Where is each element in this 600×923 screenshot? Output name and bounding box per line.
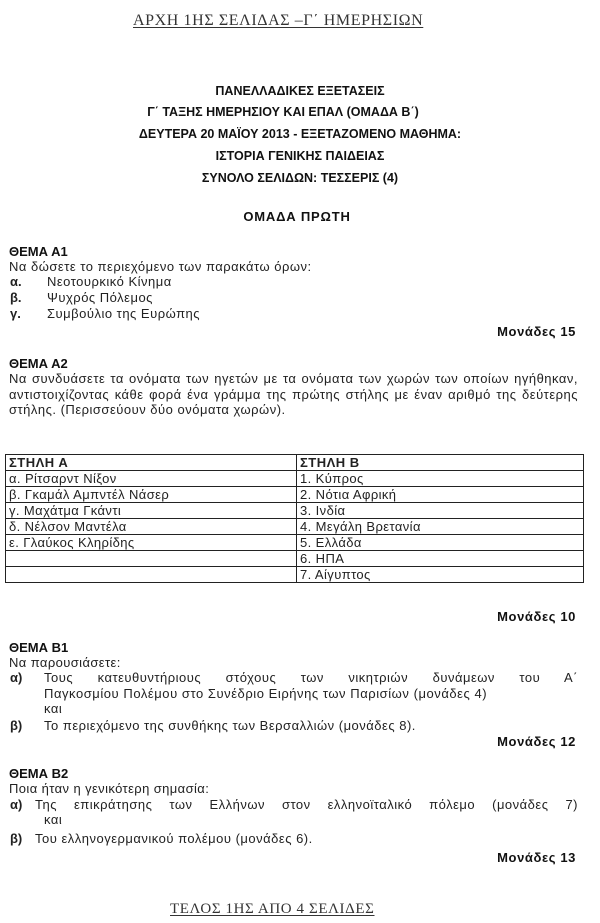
subquestion-item [10,718,578,733]
table-row [6,567,584,583]
item-text-line: Τους κατευθυντήριους στόχους των νικητριών δυνάμεων του Α΄ [44,670,578,685]
column-header-b: ΣΤΗΛΗ Β [297,455,584,471]
item-text-line: Το περιεχόμενο της συνθήκης των Βερσαλλιών (μονάδες 8). [44,718,416,733]
question-heading: ΘΕΜΑ Α1 [9,244,68,259]
item-text-line: Της επικράτησης των Ελλήνων στον ελληνοϊταλικό πόλεμο (μονάδες 7) [35,797,578,812]
country-cell: 1. Κύπρος [297,471,584,487]
points-label: Μονάδες 10 [497,609,576,624]
item-label: α. [10,274,22,289]
leader-cell: β. Γκαμάλ Αμπντέλ Νάσερ [6,487,297,503]
question-heading: ΘΕΜΑ Α2 [9,356,68,371]
item-text-line: και [44,812,63,827]
item-label: α) [10,670,23,685]
country-cell: 2. Νότια Αφρική [297,487,584,503]
item-text-line: Του ελληνογερμανικού πολέμου (μονάδες 6). [35,831,313,846]
table-row [6,519,584,535]
table-row [6,503,584,519]
country-cell: 5. Ελλάδα [297,535,584,551]
subquestion-item [10,797,578,828]
title-line-page-count: ΣΥΝΟΛΟ ΣΕΛΙΔΩΝ: ΤΕΣΣΕΡΙΣ (4) [201,171,399,185]
column-header-a: ΣΤΗΛΗ Α [6,455,297,471]
question-prompt: Να παρουσιάσετε: [9,655,121,670]
points-label: Μονάδες 12 [497,734,576,749]
table-row [6,487,584,503]
title-line-exams: ΠΑΝΕΛΛΑΔΙΚΕΣ ΕΞΕΤΑΣΕΙΣ [215,84,385,98]
leader-cell: γ. Μαχάτμα Γκάντι [6,503,297,519]
item-text: Συμβούλιο της Ευρώπης [47,306,201,321]
country-cell: 4. Μεγάλη Βρετανία [297,519,584,535]
question-heading: ΘΕΜΑ Β2 [9,766,69,781]
item-label: β) [10,718,23,733]
question-prompt: Ποια ήταν η γενικότερη σημασία: [9,781,210,796]
points-label: Μονάδες 15 [497,324,576,339]
leader-cell [6,551,297,567]
term-item [10,290,570,305]
leader-cell: ε. Γλαύκος Κληρίδης [6,535,297,551]
country-cell: 3. Ινδία [297,503,584,519]
question-prompt: Να δώσετε το περιεχόμενο των παρακάτω όρων: [9,259,312,274]
question-prompt: Να συνδυάσετε τα ονόματα των ηγετών με τα ονόματα των χωρών των οποίων ηγήθηκαν, αντιστοιχίζοντας κάθε φορά ένα γράμμα της πρώτης στήλης με έναν αριθμό της δεύτερης στήλης. (Περισσεύουν δύο ονόματα χωρών). [9,371,578,417]
subquestion-item [10,831,578,846]
question-heading: ΘΕΜΑ Β1 [9,640,69,655]
table-row [6,535,584,551]
item-text-line: Παγκοσμίου Πολέμου στο Συνέδριο Ειρήνης των Παρισίων (μονάδες 4) [44,686,488,701]
page-footer: ΤΕΛΟΣ 1ΗΣ ΑΠΟ 4 ΣΕΛΙΔΕΣ [170,901,375,917]
title-line-date-subject: ΔΕΥΤΕΡΑ 20 ΜΑΪΟΥ 2013 - ΕΞΕΤΑΖΟΜΕΝΟ ΜΑΘΗΜΑ: [138,127,462,141]
term-item [10,274,570,289]
page-header: ΑΡΧΗ 1ΗΣ ΣΕΛΙΔΑΣ –Γ΄ ΗΜΕΡΗΣΙΩΝ [133,12,424,29]
leader-cell: δ. Νέλσον Μαντέλα [6,519,297,535]
item-label: β) [10,831,23,846]
country-cell: 6. ΗΠΑ [297,551,584,567]
leader-cell [6,567,297,583]
title-line-class: Γ΄ ΤΑΞΗΣ ΗΜΕΡΗΣΙΟΥ ΚΑΙ ΕΠΑΛ (ΟΜΑΔΑ Β΄) [147,105,419,119]
item-text: Ψυχρός Πόλεμος [47,290,153,305]
item-text: Νεοτουρκικό Κίνημα [47,274,172,289]
subquestion-item [10,670,578,717]
item-label: α) [10,797,23,812]
item-label: γ. [10,306,21,321]
points-label: Μονάδες 13 [497,850,576,865]
matching-table [5,454,584,583]
table-header-row [6,455,584,471]
title-line-course: ΙΣΤΟΡΙΑ ΓΕΝΙΚΗΣ ΠΑΙΔΕΙΑΣ [215,149,385,163]
item-label: β. [10,290,22,305]
table-row [6,551,584,567]
leader-cell: α. Ρίτσαρντ Νίξον [6,471,297,487]
country-cell: 7. Αίγυπτος [297,567,584,583]
term-item [10,306,570,321]
item-text-line: και [44,701,63,716]
table-row [6,471,584,487]
group-title: ΟΜΑΔΑ ΠΡΩΤΗ [243,209,351,224]
